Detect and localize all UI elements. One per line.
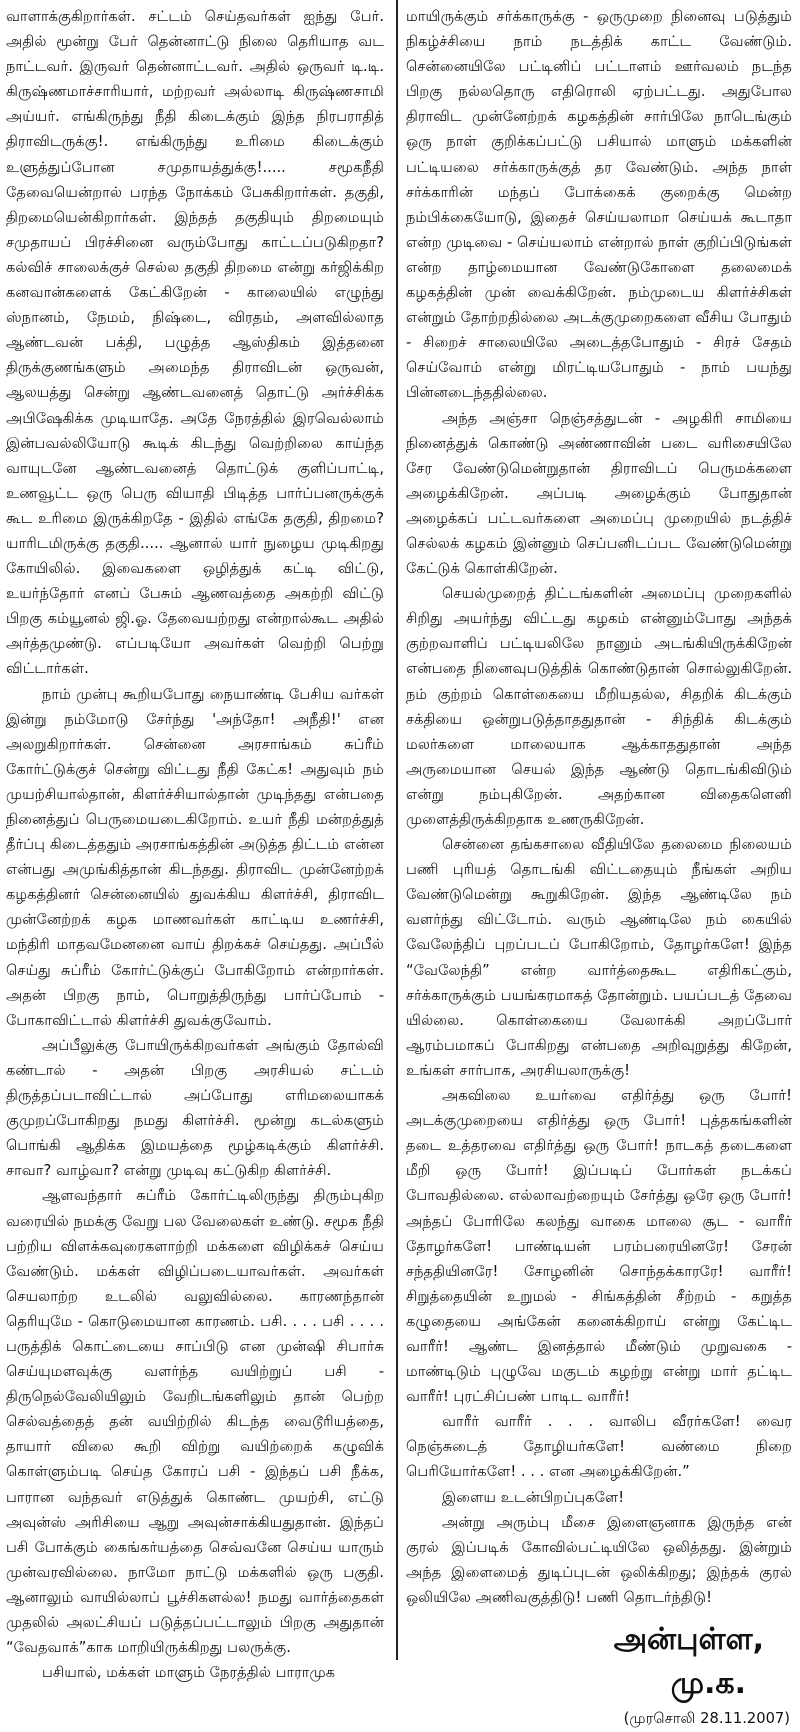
column-divider (396, 0, 398, 1660)
paragraph: வாரீர் வாரீர் . . . வாலிப வீரர்களே! வைர நெஞ்சுடைத் தோழியர்களே! வண்மை நிறை பெரியோர்களே! . . . என அழைக்கிறேன்.” (406, 1413, 792, 1481)
paragraph: நாம் முன்பு கூறியபோது நையாண்டி பேசிய வர்கள் இன்று நம்மோடு சேர்ந்து 'அந்தோ! அநீதி!' என அலறுகிறார்கள். சென்னை அரசாங்கம் சுப்ரீம் கோர்ட்டுக்குச் சென்று விட்டது நீதி கேட்க! அதுவும் நம் முயற்சியால்தான், கிளர்ச்சியால்தான் முடிந்தது என்பதை நினைத்துப் பெருமையடைகிறோம். உயர் நீதி மன்றத்துத் தீர்ப்பு கிடைத்ததும் அரசாங்கத்தின் அடுத்த திட்டம் என்ன என்பது அமுங்கித்தான் கிடந்தது. திராவிட முன்னேற்றக் கழகத்தினர் சென்னையில் துவக்கிய கிளர்ச்சி, திராவிட முன்னேற்றக் கழக மாணவர்கள் காட்டிய உணர்ச்சி, மந்திரி மாதவமேனனை வாய் திறக்கச் செய்தது. அப்பீல் செய்து சுப்ரீம் கோர்ட்டுக்குப் போகிறோம் என்றார்கள். அதன் பிறகு நாம், பொறுத்திருந்து பார்ப்போம் - போகாவிட்டால் கிளர்ச்சி துவக்குவோம். (6, 685, 384, 1029)
paragraph: அப்பீலுக்கு போயிருக்கிறவர்கள் அங்கும் தோல்வி கண்டால் - அதன் பிறகு அரசியல் சட்டம் திருத்தப்படாவிட்டால் அப்போது எரிமலையாகக் குமுறப்போகிறது நமது கிளர்ச்சி. மூன்று கடல்களும் பொங்கி ஆதிக்க இமயத்தை மூழ்கடிக்கும் கிளர்ச்சி. சாவா? வாழ்வா? என்று முடிவு கட்டுகிற கிளர்ச்சி. (6, 1036, 384, 1180)
closing-salutation: அன்புள்ள, (613, 1622, 764, 1657)
left-column (6, 4, 388, 1682)
paragraph: இளைய உடன்பிறப்புகளே! (442, 1488, 625, 1506)
author-initials: மு.க. (670, 1666, 746, 1701)
paragraph: அகவிலை உயர்வை எதிர்த்து ஒரு போர்! அடக்குமுறையை எதிர்த்து ஒரு போர்! புத்தகங்களின் தடை உத்தரவை எதிர்த்து ஒரு போர்! நாடகத் தடைகளை மீறி ஒரு போர்! இப்படிப் போர்கள் நடக்கப் போவதில்லை. எல்லாவற்றையும் சேர்த்து ஒரே ஒரு போர்! அந்தப் போரிலே கலந்து வாகை மாலை சூட - வாரீர் தோழர்களே! பாண்டியன் பரம்பரையினரே! சேரன் சந்ததியினரே! சோழனின் சொந்தக்காரரே! வாரீர்! சிறுத்தையின் உறுமல் - சிங்கத்தின் சீற்றம் - கறுத்த கழுதையை அங்கேன் கனைக்கிறாய் என்று கேட்டிட வாரீர்! ஆண்ட இனத்தால் மீண்டும் முறுவகை - மாண்டிடும் புழுவே மகுடம் கழற்று என்று மார் தட்டிட வாரீர்! புரட்சிப்பண் பாடிட வாரீர்! (406, 1087, 792, 1406)
paragraph: பசியால், மக்கள் மாளும் நேரத்தில் பாராமுக (42, 1664, 336, 1682)
paragraph: மாயிருக்கும் சர்க்காருக்கு - ஒருமுறை நினைவு படுத்தும் நிகழ்ச்சியை நாம் நடத்திக் காட்ட வேண்டும். சென்னையிலே பட்டினிப் பட்டாளம் ஊர்வலம் நடந்த பிறகு நல்லதொரு எதிரொலி ஏற்பட்டது. அதுபோல திராவிட முன்னேற்றக் கழகத்தின் சார்பிலே நாடெங்கும் ஒரு நாள் குறிக்கப்பட்டு பசியால் மாளும் மக்களின் பட்டியலை சர்க்காருக்குத் தர வேண்டும். அந்த நாள் சர்க்காரின் மந்தப் போக்கைக் குறைக்கு மென்ற நம்பிக்கையோடு, இதைச் செய்யலாமா செய்யக் கூடாதா என்ற முடிவை - செய்யலாம் என்றால் நாள் குறிப்பிடுங்கள் என்ற தாழ்மையான வேண்டுகோளை தலைமைக் கழகத்தின் முன் வைக்கிறேன். நம்முடைய கிளர்ச்சிகள் என்றும் தோற்றதில்லை அடக்குமுறைகளை வீசிய போதும் - சிறைச் சாலையிலே அடைத்தபோதும் - சிரச் சேதம் செய்வோம் என்று மிரட்டியபோதும் - நாம் பயந்து பின்னடைந்ததில்லை. (406, 8, 792, 402)
source-citation: (முரசொலி 28.11.2007) (623, 1710, 790, 1727)
paragraph: அந்த அஞ்சா நெஞ்சத்துடன் - அழகிரி சாமியை நினைத்துக் கொண்டு அண்ணாவின் படை வரிசையிலே சேர வேண்டுமென்றுதான் திராவிடப் பெருமக்களை அழைக்கிறேன். அப்படி அழைக்கும் போதுதான் அழைக்கப் பட்டவர்களை அமைப்பு முறையில் நடத்திச் செல்லக் கழகம் இன்னும் செப்பனிடப்பட வேண்டுமென்று கேட்டுக் கொள்கிறேன். (406, 409, 792, 578)
right-column (404, 4, 792, 1727)
paragraph: ஆளவந்தார் சுப்ரீம் கோர்ட்டிலிருந்து திரும்புகிற வரையில் நமக்கு வேறு பல வேலைகள் உண்டு. சமூக நீதி பற்றிய விளக்கவுரைகளாற்றி மக்களை விழிக்கச் செய்ய வேண்டும். மக்கள் விழிப்படையாவர்கள். அவர்கள் செயலாற்ற உடலில் வலுவில்லை. காரணந்தான் தெரியுமே - கொடுமையான காரணம். பசி. . . . பசி . . . . பருத்திக் கொட்டையை சாப்பிடு என முன்ஷி சிபார்சு செய்யுமளவுக்கு வளர்ந்த வயிற்றுப் பசி - திருநெல்வேலியிலும் வேறிடங்களிலும் தான் பெற்ற செல்வத்தைத் தன் வயிற்றில் கிடந்த வைடூரியத்தை, தாயார் விலை கூறி விற்று வயிற்றைக் கழுவிக் கொள்ளும்படி செய்த கோரப் பசி - இந்தப் பசி நீக்க, பாரான வந்தவர் எடுத்துக் கொண்ட முயற்சி, எட்டு அவுன்ஸ் அரிசியை ஆறு அவுன்சாக்கியதுதான். இந்தப் பசி போக்கும் கைங்கர்யத்தை செவ்வனே செய்ய யாரும் முன்வரவில்லை. நாமோ நாட்டு மக்களில் ஒரு பகுதி. ஆனாலும் வாயில்லாப் பூச்சிகளல்ல! நமது வார்த்தைகள் முதலில் அலட்சியப் படுத்தப்பட்டாலும் பிறகு அதுதான் “வேதவாக்”காக மாறியிருக்கிறது பலருக்கு. (6, 1187, 384, 1657)
paragraph: செயல்முறைத் திட்டங்களின் அமைப்பு முறைகளில் சிறிது அயர்ந்து விட்டது கழகம் என்னும்போது அந்தக் குற்றவாளிப் பட்டியலிலே நானும் அடங்கியிருக்கிறேன் என்பதை நினைவுபடுத்திக் கொண்டுதான் சொல்லுகிறேன். நம் குற்றம் கொள்கையை மீறியதல்ல, சிதறிக் கிடக்கும் சக்தியை ஒன்றுபடுத்தாததுதான் - சிந்திக் கிடக்கும் மலர்களை மாலையாக ஆக்காததுதான் அந்த அருமையான செயல் இந்த ஆண்டு தொடங்கிவிடும் என்று நம்புகிறேன். அதற்கான விதைகளெனி முளைத்திருக்கிறதாக உணருகிறேன். (406, 585, 792, 828)
paragraph: வாளாக்குகிறார்கள். சட்டம் செய்தவர்கள் ஐந்து பேர். அதில் மூன்று பேர் தென்னாட்டு நிலை தெரியாத வட நாட்டவர். இருவர் தென்னாட்டவர். அதில் ஒருவர் டி.டி. கிருஷ்ணமாச்சாரியார், மற்றவர் அல்லாடி கிருஷ்ணசாமி அய்யர். எங்கிருந்து நீதி கிடைக்கும் இந்த நிரபராதித் திராவிடருக்கு!. எங்கிருந்து உரிமை கிடைக்கும் உளுத்துப்போன சமுதாயத்துக்கு!..... சமூகநீதி தேவையென்றால் பரந்த நோக்கம் பேசுகிறார்கள். தகுதி, திறமையென்கிறார்கள். இந்தத் தகுதியும் திறமையும் சமுதாயப் பிரச்சினை வரும்போது காட்டப்படுகிறதா? கல்விச் சாலைக்குச் செல்ல தகுதி திறமை என்று கர்ஜிக்கிற கனவான்களைக் கேட்கிறேன் - காலையில் எழுந்து ஸ்நானம், நேமம், நிஷ்டை, விரதம், அளவில்லாத ஆண்டவன் பக்தி, பழுத்த ஆஸ்திகம் இத்தனை திருக்குணங்களும் அமைந்த திராவிடன் ஒருவன், ஆலயத்து சென்று ஆண்டவனைத் தொட்டு அர்ச்சிக்க அபிஷேகிக்க முடியாதே. அதே நேரத்தில் இரவெல்லாம் இன்பவல்லியோடு கூடிக் கிடந்து வெற்றிலை காய்ந்த வாயுடனே ஆண்டவனைத் தொட்டுக் குளிப்பாட்டி, உணவூட்ட ஒரு பெரு வியாதி பிடித்த பார்ப்பனருக்குக் கூட உரிமை இருக்கிறதே - இதில் எங்கே தகுதி, திறமை? யாரிடமிருக்கு தகுதி..... ஆனால் யார் நுழைய முடிகிறது கோயிலில். இவைகளை ஒழித்துக் கட்டி விட்டு, உயர்ந்தோர் எனப் பேசும் ஆணவத்தை அகற்றி விட்டு பிறகு கம்யூனல் ஜி.ஓ. தேவையற்றது என்றால்கூட அதில் அர்த்தமுண்டு. எப்படியோ அவர்கள் வெற்றி பெற்று விட்டார்கள். (6, 8, 384, 678)
paragraph: சென்னை தங்கசாலை வீதியிலே தலைமை நிலையம் பணி புரியத் தொடங்கி விட்டதையும் நீங்கள் அறிய வேண்டுமென்று கூறுகிறேன். இந்த ஆண்டிலே நம் வளர்ந்து விட்டோம். வரும் ஆண்டிலே நம் கையில் வேலேந்திப் புறப்படப் போகிறோம், தோழர்களே! இந்த “வேலேந்தி” என்ற வார்த்தைகூட எதிரிகட்கும், சர்க்காருக்கும் பயங்கரமாகத் தோன்றும். பயப்படத் தேவை யில்லை. கொள்கையை வேலாக்கி அறப்போர் ஆரம்பமாகப் போகிறது என்பதை அறிவுறுத்து கிறேன், உங்கள் சார்பாக, அரசியலாருக்கு! (406, 836, 792, 1079)
paragraph: அன்று அரும்பு மீசை இளைஞனாக இருந்த என் குரல் இப்படிக் கோவில்பட்டியிலே ஒலித்தது. இன்றும் அந்த இளைமைத் துடிப்புடன் ஒலிக்கிறது; இந்தக் குரல் ஒலியிலே அணிவகுத்திடு! பணி தொடர்ந்திடு! (406, 1513, 792, 1606)
signature-block (406, 1618, 792, 1732)
